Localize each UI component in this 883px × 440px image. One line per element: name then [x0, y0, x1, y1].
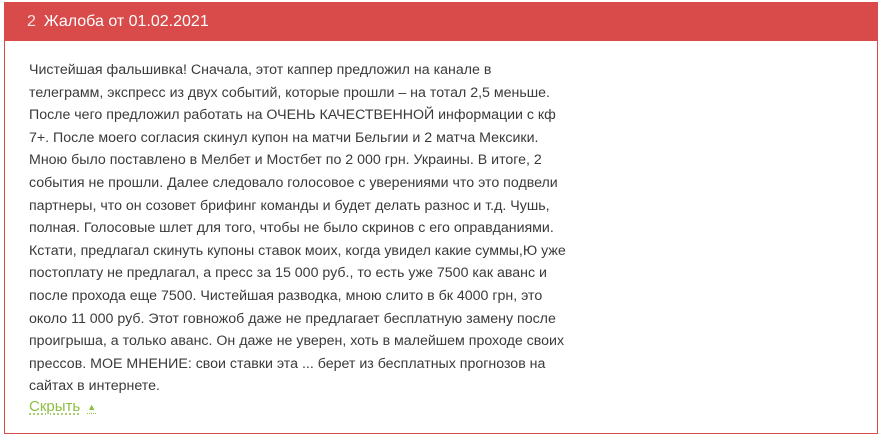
complaint-text: Чистейшая фальшивка! Сначала, этот каппер предложил на канале в телеграмм, экспресс из двух событий, которые прошли – на тотал 2,5 меньше. После чего предложил работать на ОЧЕНЬ КАЧЕСТВЕННОЙ информации с кф 7+. После моего согласия скинул купон на матчи Бельгии и 2 матча Мексики. Мною было поставлено в Мелбет и Мостбет по 2 000 грн. Украины. В итоге, 2 события не прошли. Далее следовало голосовое с уверениями что это подвели партнеры, что он созовет брифинг команды и будет делать разнос и т.д. Чушь, полная. Голосовые шлет для того, чтобы не было скринов с его оправданиями. Кстати, предлагал скинуть купоны ставок моих, когда увидел какие суммы,Ю уже постоплату не предлагал, а пресс за 15 000 руб., то есть уже 7500 как аванс и после прохода еще 7500. Чистейшая разводка, мною слито в бк 4000 грн, это около 11 000 руб. Этот говножоб даже не предлагает бесплатную замену после проигрыша, а только аванс. Он даже не уверен, хоть в малейшем проходе своих прессов. МОЕ МНЕНИЕ: свои ставки эта ... берет из бесплатных прогнозов на сайтах в интернете. — [29, 62, 566, 395]
complaint-number: 2 — [27, 13, 36, 30]
complaint-title: Жалоба от 01.02.2021 — [43, 13, 209, 30]
hide-toggle-label: Скрыть — [29, 398, 81, 415]
hide-toggle-link[interactable] — [29, 398, 96, 415]
triangle-up-icon: ▲ — [87, 401, 97, 412]
complaint-card — [4, 2, 878, 434]
complaint-header — [5, 3, 877, 41]
